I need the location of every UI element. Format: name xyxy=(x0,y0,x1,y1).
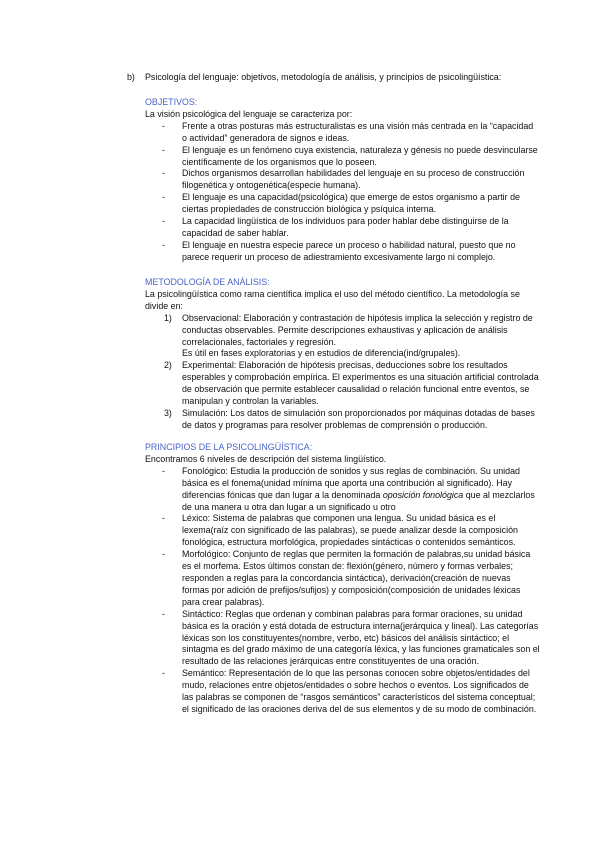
objetivos-list xyxy=(145,121,540,264)
list-item: - Dichos organismos desarrollan habilidades del lenguaje en su proceso de construcción filogenética y ontogenética(especie humana). xyxy=(145,168,540,192)
list-item: - Semántico: Representación de lo que las personas conocen sobre objetos/entidades del mudo, relaciones entre objetos/entidades o sobre hechos o eventos. Los significados de las palabras se componen de “rasgos semánticos” característicos del sistema conceptual; el significado de las oraciones deriva del de sus elementos y de su modo de combinación. xyxy=(145,668,540,716)
item-extra: Es útil en fases exploratorias y en estudios de diferencia(ind/grupales). xyxy=(182,348,461,359)
list-item: - El lenguaje es un fenómeno cuya existencia, naturaleza y génesis no puede desvincularse científicamente de los organismos que lo poseen. xyxy=(145,145,540,169)
principios-intro: Encontramos 6 niveles de descripción del sistema lingüístico. xyxy=(145,453,387,464)
item-text: Experimental: Elaboración de hipótesis precisas, deducciones sobre los resultados esperables y comprobación empírica. El experimentos es una situación artificial controlada de observación que permite establecer causalidad o relación funcional entre eventos, se manipulan y controlan la variables. xyxy=(182,360,539,407)
list-item: - Frente a otras posturas más estructuralistas es una visión más centrada en la “capacidad o actividad” generadora de signos e ideas. xyxy=(145,121,540,145)
heading-title: Psicología del lenguaje: objetivos, metodología de análisis, y principios de psicolingüística: xyxy=(145,72,502,82)
objetivos-section xyxy=(145,97,540,264)
metodologia-intro: La psicolingüística como rama científica implica el uso del método científico. La metodología se divide en: xyxy=(145,288,520,311)
item-number: 1) xyxy=(164,312,172,323)
fonologico-italic: oposición fonológica xyxy=(382,489,464,500)
list-item xyxy=(145,313,540,361)
list-item: - Léxico: Sistema de palabras que componen una lengua. Su unidad básica es el lexema(raíz con significado de las palabras), se puede analizar desde la composición fonológica, estructura morfológica, propiedades sintácticas o contenidos semánticos. xyxy=(145,513,540,549)
list-item: - El lenguaje en nuestra especie parece un proceso o habilidad natural, puesto que no parece requerir un proceso de adiestramiento excesivamente largo ni complejo. xyxy=(145,240,540,264)
metodologia-list xyxy=(145,313,540,432)
principios-list xyxy=(145,466,540,716)
metodologia-title: METODOLOGÍA DE ANÁLISIS: xyxy=(145,277,270,287)
list-item: - Sintáctico: Reglas que ordenan y combinan palabras para formar oraciones, su unidad básica es la oración y está dotada de estructura interna(jerárquica y lineal). Las categorías léxicas son los constituyentes(nombre, verbo, etc) básicos del análisis sintáctico; el sintagma es del grado máximo de una categoría léxica, y las funciones gramaticales son el resultado de las relaciones jerárquicas entre constituyentes de una oración. xyxy=(145,609,540,669)
objetivos-intro: La visión psicológica del lenguaje se caracteriza por: xyxy=(145,108,353,119)
principios-title: PRINCIPIOS DE LA PSICOLINGÜÍSTICA: xyxy=(145,442,313,452)
fonologico-text: Fonológico: Estudia la producción de sonidos y sus reglas de combinación. Su unidad básica es el fonema(unidad mínima que aporta una contribución al significado). Hay diferencias fónicas que dan lugar a la denominada xyxy=(182,465,520,500)
heading-label: b) xyxy=(127,72,135,82)
fonologico-text-end: que al mezclarlos de una manera u otra dan lugar a un significado u otro xyxy=(182,489,535,512)
principios-section xyxy=(145,442,540,716)
item-text: Observacional: Elaboración y contrastación de hipótesis implica la selección y registro de conductas observables. Permite descripciones exhaustivas y aplicación de análisis correlacionales, factoriales y regresión. xyxy=(182,312,533,347)
item-number: 2) xyxy=(164,360,172,371)
list-item xyxy=(145,360,540,408)
list-item: - Morfológico: Conjunto de reglas que permiten la formación de palabras,su unidad básica es el morfema. Estos últimos constan de: flexión(género, número y formas verbales; responden a reglas para la concordancia sintáctica), derivación(creación de nuevas formas por adición de prefijos/sufijos) y composición(composición de unidades léxicas para crear palabras). xyxy=(145,549,540,609)
list-item: - La capacidad lingüística de los individuos para poder hablar debe distinguirse de la capacidad de saber hablar. xyxy=(145,216,540,240)
list-item: - El lenguaje es una capacidad(psicológica) que emerge de estos organismo a partir de ciertas propiedades de construcción biológica y psíquica interna. xyxy=(145,192,540,216)
list-item xyxy=(145,408,540,432)
objetivos-title: OBJETIVOS: xyxy=(145,97,198,107)
item-text: Simulación: Los datos de simulación son proporcionados por máquinas dotadas de bases de datos y programas para resolver problemas de comprensión o producción. xyxy=(182,407,535,430)
metodologia-section xyxy=(145,277,540,432)
list-item xyxy=(145,466,540,514)
item-number: 3) xyxy=(164,407,172,418)
